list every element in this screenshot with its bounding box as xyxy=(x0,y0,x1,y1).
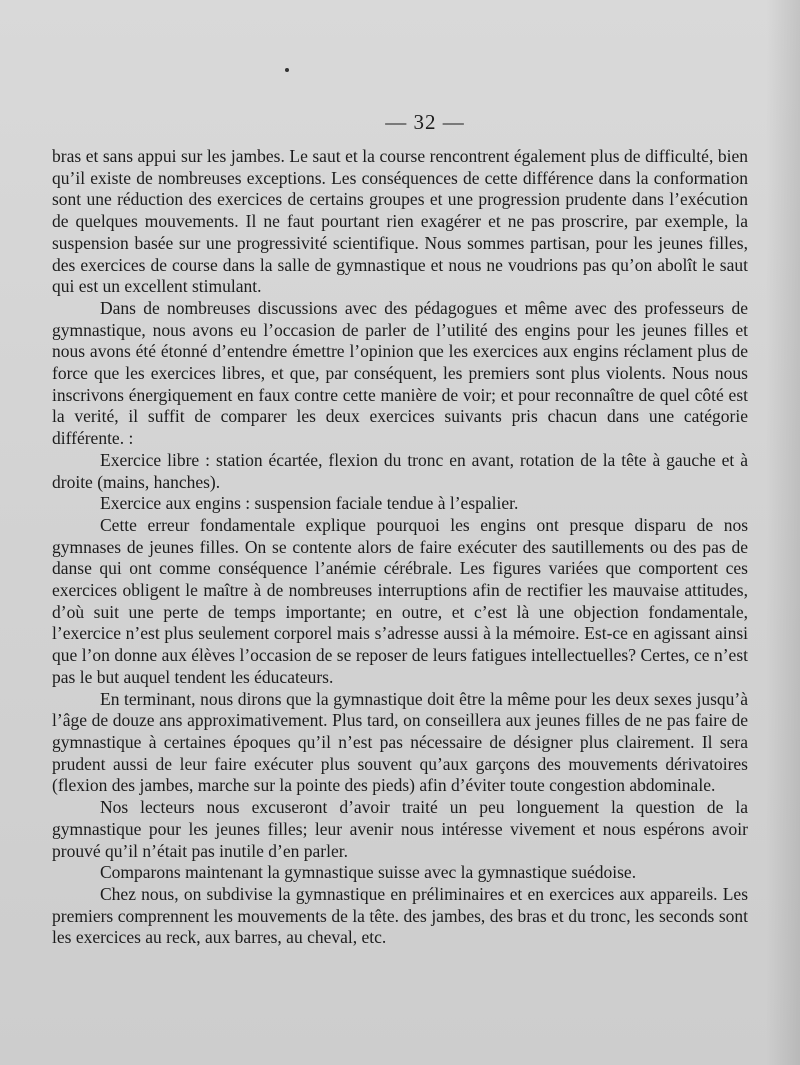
paragraph: Exercice libre : station écartée, flexion du tronc en avant, rotation de la tête à gauche et à droite (mains, hanches). xyxy=(52,449,748,492)
paragraph: Dans de nombreuses discussions avec des pédagogues et même avec des professeurs de gymnastique, nous avons eu l’occasion de parler de l’utilité des engins pour les jeunes filles et nous avons été étonné d’entendre émettre l’opinion que les exercices aux engins réclament plus de force que les exercices libres, et que, par conséquent, les premiers sont plus violents. Nous nous inscrivons énergiquement en faux contre cette manière de voir; et pour reconnaître de quel côté est la verité, il suffit de comparer les deux exercices suivants pris chacun dans une catégorie différente. : xyxy=(52,297,748,449)
paragraph-last: Chez nous, on subdivise la gymnastique en préliminaires et en exercices aux appareils. Les premiers comprennent les mouvements de la tête. des jambes, des bras et du tronc, les seconds sont les exercices au reck, aux barres, au cheval, etc. xyxy=(52,883,748,948)
paragraph: Nos lecteurs nous excuseront d’avoir traité un peu longuement la question de la gymnastique pour les jeunes filles; leur avenir nous intéresse vivement et nous espérons avoir prouvé qu’il n’était pas inutile d’en parler. xyxy=(52,797,748,861)
paragraph: En terminant, nous dirons que la gymnastique doit être la même pour les deux sexes jusqu’à l’âge de douze ans approximativement. Plus tard, on conseillera aux jeunes filles de ne pas faire de gymnastique à certaines époques qu’il n’est pas nécessaire de désigner plus clairement. Il sera prudent aussi de leur faire exécuter plus souvent qu’aux garçons des mouvements dérivatoires (flexion des jambes, marche sur la pointe des pieds) afin d’éviter toute congestion abdominale. xyxy=(52,688,748,796)
print-speck xyxy=(285,68,289,72)
paragraph-continued: bras et sans appui sur les jambes. Le saut et la course rencontrent également plus de difficulté, bien qu’il existe de nombreuses exceptions. Les conséquences de cette différence dans la conformation sont une réduction des exercices de certains groupes et une progression prudente dans l’exécution de quelques mouvements. Il ne faut pourtant rien exagérer et ne pas proscrire, par exemple, la suspension basée sur une progressivité scientifique. Nous sommes partisan, pour les jeunes filles, des exercices de course dans la salle de gymnastique et nous ne voudrions pas qu’on abolît le saut qui est un excellent stimulant. xyxy=(52,146,748,297)
paragraph: Exercice aux engins : suspension faciale tendue à l’espalier. xyxy=(100,493,519,514)
paragraph: Cette erreur fondamentale explique pourquoi les engins ont presque disparu de nos gymnases de jeunes filles. On se contente alors de faire exécuter des sautillements ou des pas de danse qui ont comme conséquence l’anémie cérébrale. Les figures variées que comportent ces exercices obligent le maître à de nombreuses interruptions afin de rectifier les mauvaise attitudes, d’où suit une perte de temps importante; en outre, et c’est là une objection fondamentale, l’exercice n’est plus seulement corporel mais s’adresse aussi à la mémoire. Est-ce en agissant ainsi que l’on donne aux élèves l’occasion de se reposer de leurs fatigues intellectuelles? Certes, ce n’est pas le but auquel tendent les éducateurs. xyxy=(52,514,748,687)
paragraph: Comparons maintenant la gymnastique suisse avec la gymnastique suédoise. xyxy=(100,862,637,883)
page-number: — 32 — xyxy=(385,110,465,134)
page-edge-shadow xyxy=(766,0,800,1065)
body-text xyxy=(52,146,748,949)
